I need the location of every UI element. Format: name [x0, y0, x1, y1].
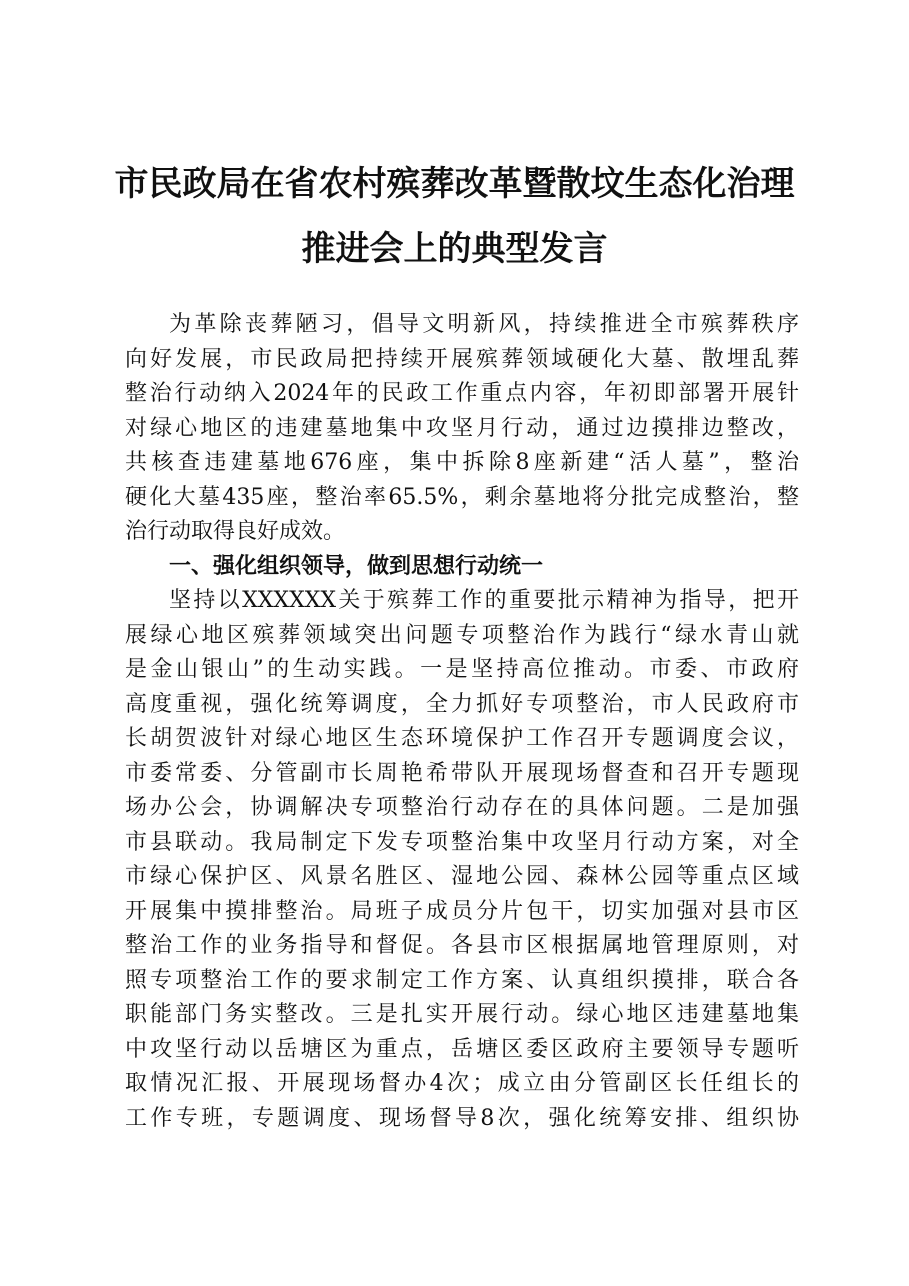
paragraph-line: 取情况汇报、开展现场督办4次；成立由分管副区长任组长的: [125, 1071, 799, 1096]
paragraph-line: 为革除丧葬陋习，倡导文明新风，持续推进全市殡葬秩序: [169, 312, 799, 337]
section-1-paragraph: [125, 584, 799, 1136]
intro-paragraph: [125, 308, 799, 550]
paragraph-line: 开展集中摸排整治。局班子成员分片包干，切实加强对县市区: [125, 898, 799, 924]
paragraph-line: 场办公会，协调解决专项整治行动存在的具体问题。二是加强: [125, 795, 799, 820]
paragraph-line: 市县联动。我局制定下发专项整治集中攻坚月行动方案，对全: [125, 829, 799, 855]
paragraph-line: 中攻坚行动以岳塘区为重点，岳塘区委区政府主要领导专题听: [125, 1036, 799, 1062]
document-title-line-1: 市民政局在省农村殡葬改革暨散坟生态化治理: [114, 164, 795, 204]
paragraph-line: 向好发展，市民政局把持续开展殡葬领域硬化大墓、散埋乱葬: [125, 346, 799, 372]
paragraph-line: 市绿心保护区、风景名胜区、湿地公园、森林公园等重点区域: [125, 864, 799, 889]
paragraph-line: 整治工作的业务指导和督促。各县市区根据属地管理原则，对: [125, 933, 799, 958]
paragraph-line: 市委常委、分管副市长周艳希带队开展现场督查和召开专题现: [125, 760, 799, 786]
paragraph-line: 整治行动纳入2024年的民政工作重点内容，年初即部署开展针: [125, 381, 799, 406]
document-title-line-2: 推进会上的典型发言: [301, 229, 608, 269]
paragraph-line: 坚持以XXXXXX关于殡葬工作的重要批示精神为指导，把开: [169, 588, 799, 613]
paragraph-line: 展绿心地区殡葬领域突出问题专项整治作为践行“绿水青山就: [125, 622, 799, 648]
paragraph-line: 共核查违建墓地676座，集中拆除8座新建“活人墓”，整治: [125, 450, 799, 475]
section-heading: 一、强化组织领导，做到思想行动统一: [169, 553, 544, 579]
paragraph-line: 是金山银山”的生动实践。一是坚持高位推动。市委、市政府: [125, 657, 799, 682]
paragraph-line: 治行动取得良好成效。: [125, 519, 346, 544]
paragraph-line: 职能部门务实整改。三是扎实开展行动。绿心地区违建墓地集: [125, 1002, 799, 1027]
paragraph-line: 硬化大墓435座，整治率65.5%，剩余墓地将分批完成整治，整: [125, 484, 799, 510]
paragraph-line: 长胡贺波针对绿心地区生态环境保护工作召开专题调度会议，: [125, 726, 799, 751]
paragraph-line: 对绿心地区的违建墓地集中攻坚月行动，通过边摸排边整改，: [125, 415, 799, 441]
paragraph-line: 高度重视，强化统筹调度，全力抓好专项整治，市人民政府市: [125, 691, 799, 717]
document-body: [125, 308, 799, 1136]
paragraph-line: 工作专班，专题调度、现场督导8次，强化统筹安排、组织协: [125, 1105, 799, 1131]
paragraph-line: 照专项整治工作的要求制定工作方案、认真组织摸排，联合各: [125, 967, 799, 993]
